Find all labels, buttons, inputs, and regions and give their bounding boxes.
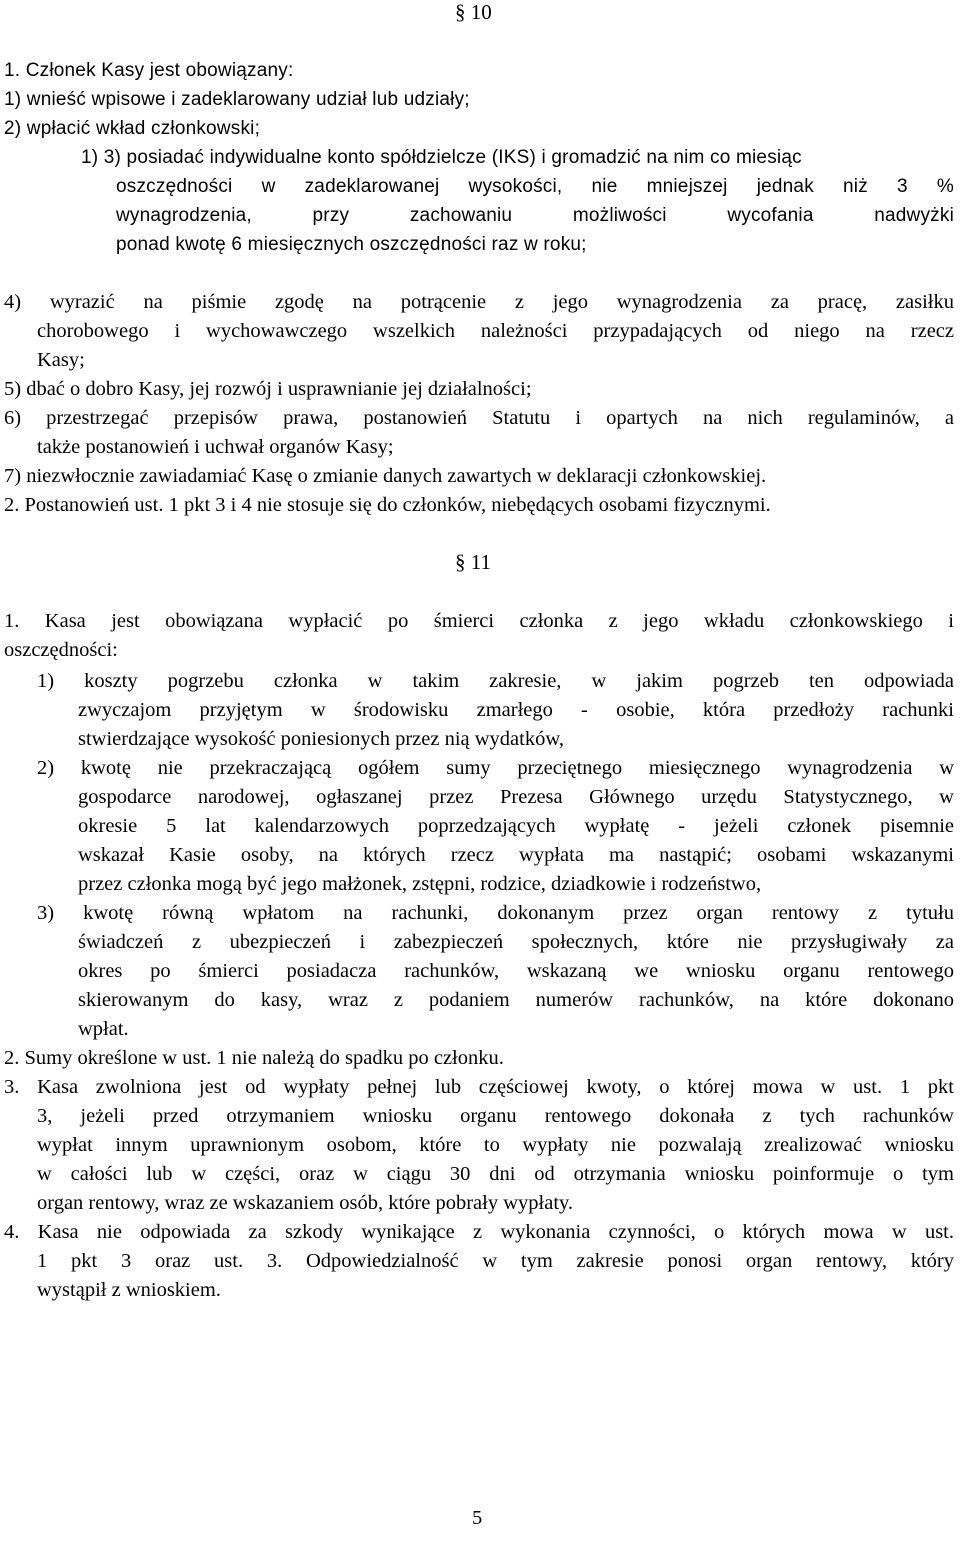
s11-p3-line-4: w całości lub w części, oraz w ciągu 30 dni od otrzymania wniosku poinformuje o tym	[37, 1163, 954, 1185]
s11-p1-item-2-line-4: wskazał Kasie osoby, na których rzecz wypłata ma nastąpić; osobami wskazanymi	[78, 844, 954, 866]
s10-p1-item-6-line-1: 6) przestrzegać przepisów prawa, postanowień Statutu i opartych na nich regulaminów, a	[4, 407, 954, 429]
s10-p1-item-1: 1) wnieść wpisowe i zadeklarowany udział lub udziały;	[4, 89, 470, 110]
s11-p3-line-3: wypłat innym uprawnionym osobom, które to wypłaty nie pozwalają zrealizować wniosku	[37, 1134, 954, 1156]
page-number: 5	[472, 1507, 483, 1529]
s11-p1-item-3-line-4: skierowanym do kasy, wraz z podaniem numerów rachunków, na które dokonano	[78, 989, 954, 1011]
s11-p1-item-2-line-1: 2) kwotę nie przekraczającą ogółem sumy przeciętnego miesięcznego wynagrodzenia w	[37, 757, 954, 779]
s11-p1-item-2-line-3: okresie 5 lat kalendarzowych poprzedzających wypłatę - jeżeli członek pisemnie	[78, 815, 954, 837]
s10-p1-item-3-line-4: ponad kwotę 6 miesięcznych oszczędności raz w roku;	[116, 234, 587, 255]
s11-p1-item-3-line-3: okres po śmierci posiadacza rachunków, wskazaną we wniosku organu rentowego	[78, 960, 954, 982]
s10-p1-item-6-line-2: także postanowień i uchwał organów Kasy;	[37, 436, 394, 458]
s10-p1-item-4-line-2: chorobowego i wychowawczego wszelkich należności przypadających od niego na rzecz	[37, 320, 954, 342]
s10-p1-item-7: 7) niezwłocznie zawiadamiać Kasę o zmianie danych zawartych w deklaracji członkowskiej.	[4, 465, 767, 487]
section-11-heading: § 11	[455, 550, 491, 574]
s10-p1-item-5: 5) dbać o dobro Kasy, jej rozwój i usprawnianie jej działalności;	[4, 378, 532, 400]
s11-p1-item-3-line-5: wpłat.	[78, 1018, 129, 1040]
s10-paragraph-2: 2. Postanowień ust. 1 pkt 3 i 4 nie stosuje się do członków, niebędących osobami fizycznymi.	[4, 494, 771, 516]
s10-p1-item-4-line-1: 4) wyrazić na piśmie zgodę na potrącenie z jego wynagrodzenia za pracę, zasiłku	[4, 291, 954, 313]
section-10-heading: § 10	[455, 0, 492, 24]
s11-p4-line-1: 4. Kasa nie odpowiada za szkody wynikające z wykonania czynności, o których mowa w ust.	[4, 1221, 954, 1243]
s11-p1-item-1-line-3: stwierdzające wysokość poniesionych przez nią wydatków,	[78, 728, 564, 750]
s10-p1-item-4-line-3: Kasy;	[37, 349, 85, 371]
s11-p1-line-1: 1. Kasa jest obowiązana wypłacić po śmierci członka z jego wkładu członkowskiego i	[4, 610, 954, 632]
s11-paragraph-2: 2. Sumy określone w ust. 1 nie należą do spadku po członku.	[4, 1047, 504, 1069]
s10-p1-item-3-line-2: oszczędności w zadeklarowanej wysokości, nie mniejszej jednak niż 3 %	[116, 176, 954, 197]
s11-p1-item-1-line-1: 1) koszty pogrzebu członka w takim zakresie, w jakim pogrzeb ten odpowiada	[37, 670, 954, 692]
s10-p1-item-3-line-3: wynagrodzenia, przy zachowaniu możliwości wycofania nadwyżki	[116, 205, 954, 226]
s10-p1-item-3-line-1: 1) 3) posiadać indywidualne konto spółdzielcze (IKS) i gromadzić na nim co miesiąc	[81, 147, 802, 168]
s11-p1-item-2-line-5: przez członka mogą być jego małżonek, zstępni, rodzice, dziadkowie i rodzeństwo,	[78, 873, 762, 895]
s11-p1-item-1-line-2: zwyczajom przyjętym w środowisku zmarłego - osobie, która przedłoży rachunki	[78, 699, 954, 721]
s10-p1-intro: 1. Członek Kasy jest obowiązany:	[4, 60, 294, 81]
s11-p3-line-1: 3. Kasa zwolniona jest od wypłaty pełnej lub częściowej kwoty, o której mowa w ust. 1 pkt	[4, 1076, 954, 1098]
s11-p1-item-2-line-2: gospodarce narodowej, ogłaszanej przez Prezesa Głównego urzędu Statystycznego, w	[78, 786, 954, 808]
s11-p4-line-3: wystąpił z wnioskiem.	[37, 1279, 221, 1301]
s11-p1-item-3-line-1: 3) kwotę równą wpłatom na rachunki, dokonanym przez organ rentowy z tytułu	[37, 902, 954, 924]
s11-p1-line-2: oszczędności:	[4, 639, 118, 661]
s11-p3-line-2: 3, jeżeli przed otrzymaniem wniosku organu rentowego dokonała z tych rachunków	[37, 1105, 954, 1127]
s11-p3-line-5: organ rentowy, wraz ze wskazaniem osób, które pobrały wypłaty.	[37, 1192, 574, 1214]
s10-p1-item-2: 2) wpłacić wkład członkowski;	[4, 118, 261, 139]
s11-p1-item-3-line-2: świadczeń z ubezpieczeń i zabezpieczeń społecznych, które nie przysługiwały za	[78, 931, 954, 953]
s11-p4-line-2: 1 pkt 3 oraz ust. 3. Odpowiedzialność w tym zakresie ponosi organ rentowy, który	[37, 1250, 954, 1272]
